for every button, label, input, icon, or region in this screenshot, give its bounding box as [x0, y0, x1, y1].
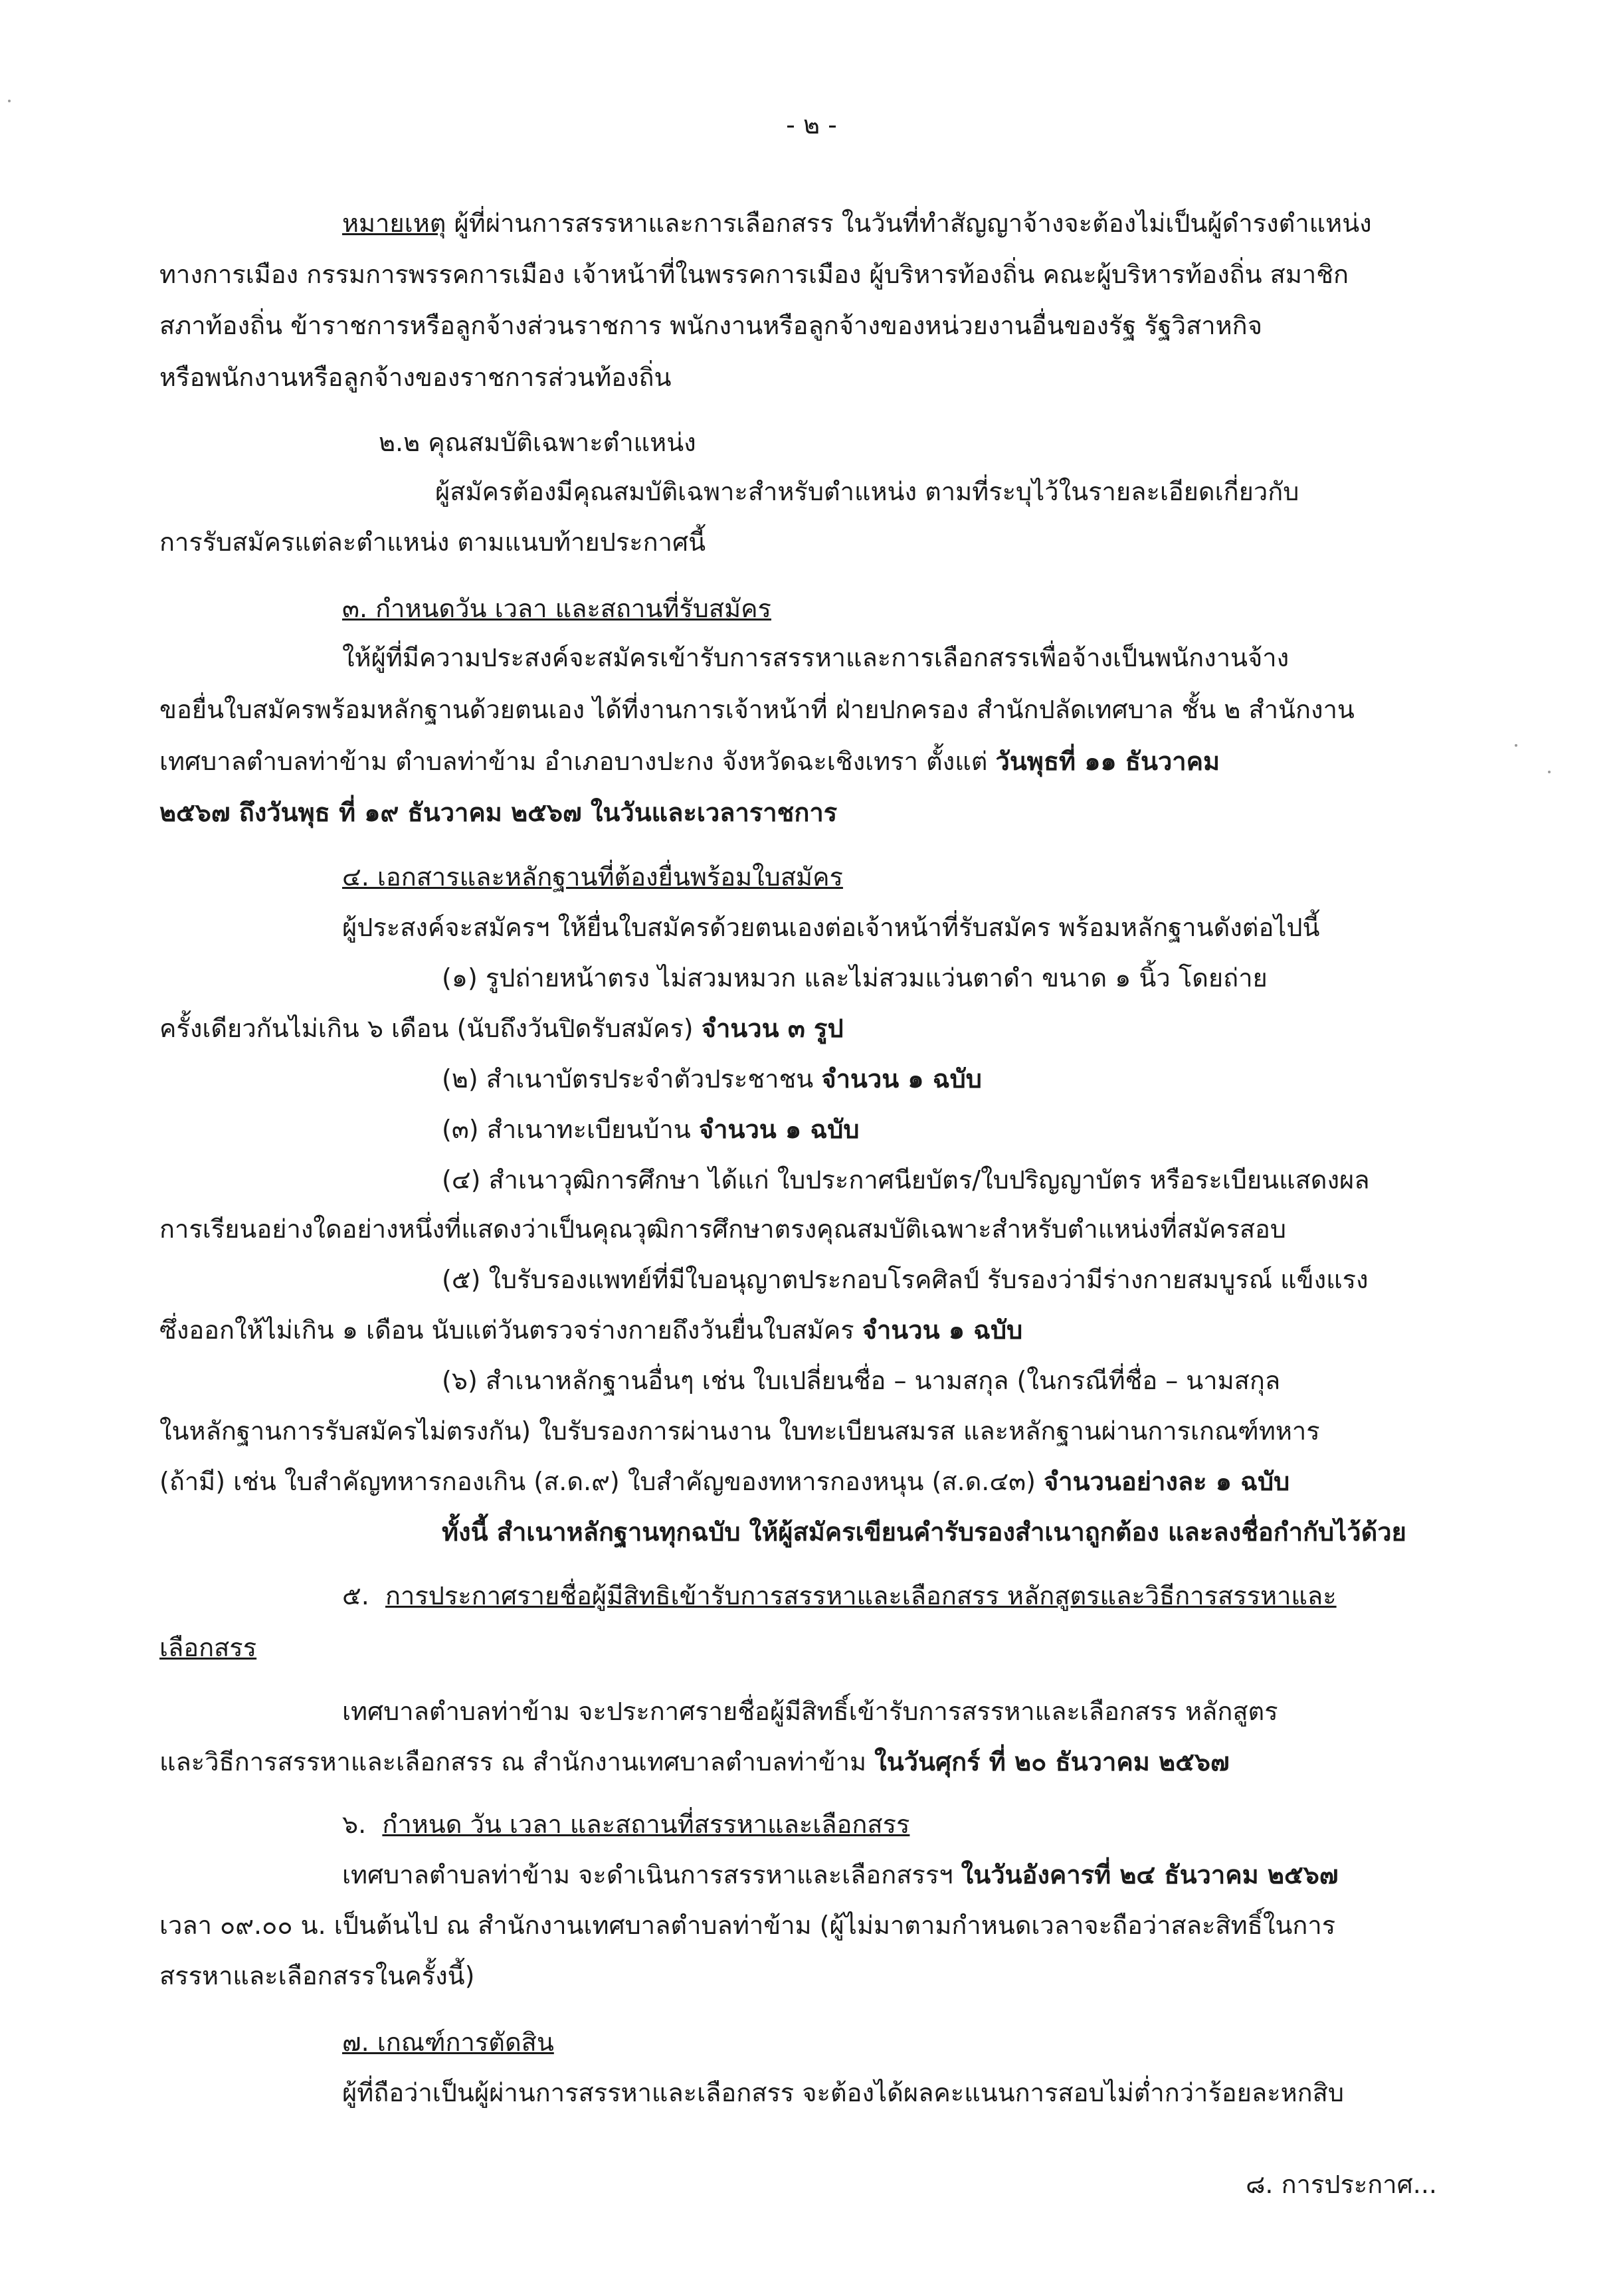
item-1-line-a: (๑) รูปถ่ายหน้าตรง ไม่สวมหมวก และไม่สวมแว่นตาดำ ขนาด ๑ นิ้ว โดยถ่าย — [442, 963, 1268, 993]
section-2-2-line-1: ผู้สมัครต้องมีคุณสมบัติเฉพาะสำหรับตำแหน่ง ตามที่ระบุไว้ในรายละเอียดเกี่ยวกับ — [435, 477, 1299, 506]
section-2-2-line-2: การรับสมัครแต่ละตำแหน่ง ตามแนบท้ายประกาศนี้ — [159, 527, 706, 557]
section-5-heading-a: ๕. การประกาศรายชื่อผู้มีสิทธิเข้ารับการสรรหาและเลือกสรร หลักสูตรและวิธีการสรรหาและ — [342, 1581, 1337, 1610]
note-line-2: ทางการเมือง กรรมการพรรคการเมือง เจ้าหน้าที่ในพรรคการเมือง ผู้บริหารท้องถิ่น คณะผู้บริหารท้องถิ่น สมาชิก — [159, 260, 1349, 289]
section-4-intro: ผู้ประสงค์จะสมัครฯ ให้ยื่นใบสมัครด้วยตนเองต่อเจ้าหน้าที่รับสมัคร พร้อมหลักฐานดังต่อไปนี้ — [342, 913, 1320, 942]
note-label: หมายเหตุ — [342, 209, 446, 238]
section-4-closing: ทั้งนี้ สำเนาหลักฐานทุกฉบับ ให้ผู้สมัครเขียนคำรับรองสำเนาถูกต้อง และลงชื่อกำกับไว้ด้วย — [442, 1517, 1406, 1547]
item-4-line-a: (๔) สำเนาวุฒิการศึกษา ได้แก่ ใบประกาศนียบัตร/ใบปริญญาบัตร หรือระเบียนแสดงผล — [442, 1165, 1370, 1195]
note-line-1: หมายเหตุ ผู้ที่ผ่านการสรรหาและการเลือกสรร ในวันที่ทำสัญญาจ้างจะต้องไม่เป็นผู้ดำรงตำแหน่ง — [342, 209, 1372, 238]
scan-speck — [1515, 744, 1517, 747]
section-7-line-1: ผู้ที่ถือว่าเป็นผู้ผ่านการสรรหาและเลือกสรร จะต้องได้ผลคะแนนการสอบไม่ต่ำกว่าร้อยละหกสิบ — [342, 2078, 1344, 2107]
section-6-heading: ๖. กำหนด วัน เวลา และสถานที่สรรหาและเลือกสรร — [342, 1810, 910, 1839]
item-6-line-c: (ถ้ามี) เช่น ใบสำคัญทหารกองเกิน (ส.ด.๙) ใบสำคัญของทหารกองหนุน (ส.ด.๔๓) จำนวนอย่างละ ๑ ฉบับ — [159, 1467, 1290, 1496]
note-line-3: สภาท้องถิ่น ข้าราชการหรือลูกจ้างส่วนราชการ พนักงานหรือลูกจ้างของหน่วยงานอื่นของรัฐ รัฐวิสาหกิจ — [159, 311, 1262, 340]
page-number: - ๒ - — [786, 110, 837, 140]
item-4-line-b: การเรียนอย่างใดอย่างหนึ่งที่แสดงว่าเป็นคุณวุฒิการศึกษาตรงคุณสมบัติเฉพาะสำหรับตำแหน่งที่สมัครสอบ — [159, 1214, 1286, 1244]
scan-speck — [1548, 771, 1551, 773]
section-6-line-2: เวลา ๐๙.๐๐ น. เป็นต้นไป ณ สำนักงานเทศบาลตำบลท่าข้าม (ผู้ไม่มาตามกำหนดเวลาจะถือว่าสละสิทธิ์ในการ — [159, 1911, 1336, 1940]
item-5-line-b: ซึ่งออกให้ไม่เกิน ๑ เดือน นับแต่วันตรวจร่างกายถึงวันยื่นใบสมัคร จำนวน ๑ ฉบับ — [159, 1315, 1023, 1345]
section-5-line-1: เทศบาลตำบลท่าข้าม จะประกาศรายชื่อผู้มีสิทธิ์เข้ารับการสรรหาและเลือกสรร หลักสูตร — [342, 1697, 1278, 1726]
scan-speck — [8, 100, 11, 102]
item-2: (๒) สำเนาบัตรประจำตัวประชาชน จำนวน ๑ ฉบับ — [442, 1064, 982, 1094]
section-6-line-3: สรรหาและเลือกสรรในครั้งนี้) — [159, 1961, 475, 1990]
item-6-line-a: (๖) สำเนาหลักฐานอื่นๆ เช่น ใบเปลี่ยนชื่อ – นามสกุล (ในกรณีที่ชื่อ – นามสกุล — [442, 1366, 1281, 1395]
section-7-heading: ๗. เกณฑ์การตัดสิน — [342, 2028, 554, 2057]
item-5-line-a: (๕) ใบรับรองแพทย์ที่มีใบอนุญาตประกอบโรคศิลป์ รับรองว่ามีร่างกายสมบูรณ์ แข็งแรง — [442, 1265, 1369, 1294]
section-3-heading: ๓. กำหนดวัน เวลา และสถานที่รับสมัคร — [342, 594, 771, 623]
item-3: (๓) สำเนาทะเบียนบ้าน จำนวน ๑ ฉบับ — [442, 1115, 860, 1144]
section-3-line-4: ๒๕๖๗ ถึงวันพุธ ที่ ๑๙ ธันวาคม ๒๕๖๗ ในวันและเวลาราชการ — [159, 798, 838, 827]
section-3-line-3: เทศบาลตำบลท่าข้าม ตำบลท่าข้าม อำเภอบางปะกง จังหวัดฉะเชิงเทรา ตั้งแต่ วันพุธที่ ๑๑ ธันวาคม — [159, 747, 1220, 776]
item-1-line-b: ครั้งเดียวกันไม่เกิน ๖ เดือน (นับถึงวันปิดรับสมัคร) จำนวน ๓ รูป — [159, 1014, 844, 1043]
section-5-line-2: และวิธีการสรรหาและเลือกสรร ณ สำนักงานเทศบาลตำบลท่าข้าม ในวันศุกร์ ที่ ๒๐ ธันวาคม ๒๕๖๗ — [159, 1747, 1230, 1776]
section-2-2-heading: ๒.๒ คุณสมบัติเฉพาะตำแหน่ง — [379, 428, 696, 457]
section-3-line-1: ให้ผู้ที่มีความประสงค์จะสมัครเข้ารับการสรรหาและการเลือกสรรเพื่อจ้างเป็นพนักงานจ้าง — [342, 643, 1289, 672]
note-line-4: หรือพนักงานหรือลูกจ้างของราชการส่วนท้องถิ่น — [159, 363, 672, 392]
section-5-heading-b: เลือกสรร — [159, 1633, 257, 1662]
section-6-line-1: เทศบาลตำบลท่าข้าม จะดำเนินการสรรหาและเลือกสรรฯ ในวันอังคารที่ ๒๔ ธันวาคม ๒๕๖๗ — [342, 1860, 1339, 1889]
next-page-reference: ๘. การประกาศ... — [1246, 2170, 1437, 2199]
item-6-line-b: ในหลักฐานการรับสมัครไม่ตรงกัน) ใบรับรองการผ่านงาน ใบทะเบียนสมรส และหลักฐานผ่านการเกณฑ์ทหาร — [159, 1416, 1320, 1446]
section-4-heading: ๔. เอกสารและหลักฐานที่ต้องยื่นพร้อมใบสมัคร — [342, 862, 843, 892]
section-3-line-2: ขอยื่นใบสมัครพร้อมหลักฐานด้วยตนเอง ได้ที่งานการเจ้าหน้าที่ ฝ่ายปกครอง สำนักปลัดเทศบาล ชั้น ๒ สำนักงาน — [159, 695, 1355, 724]
